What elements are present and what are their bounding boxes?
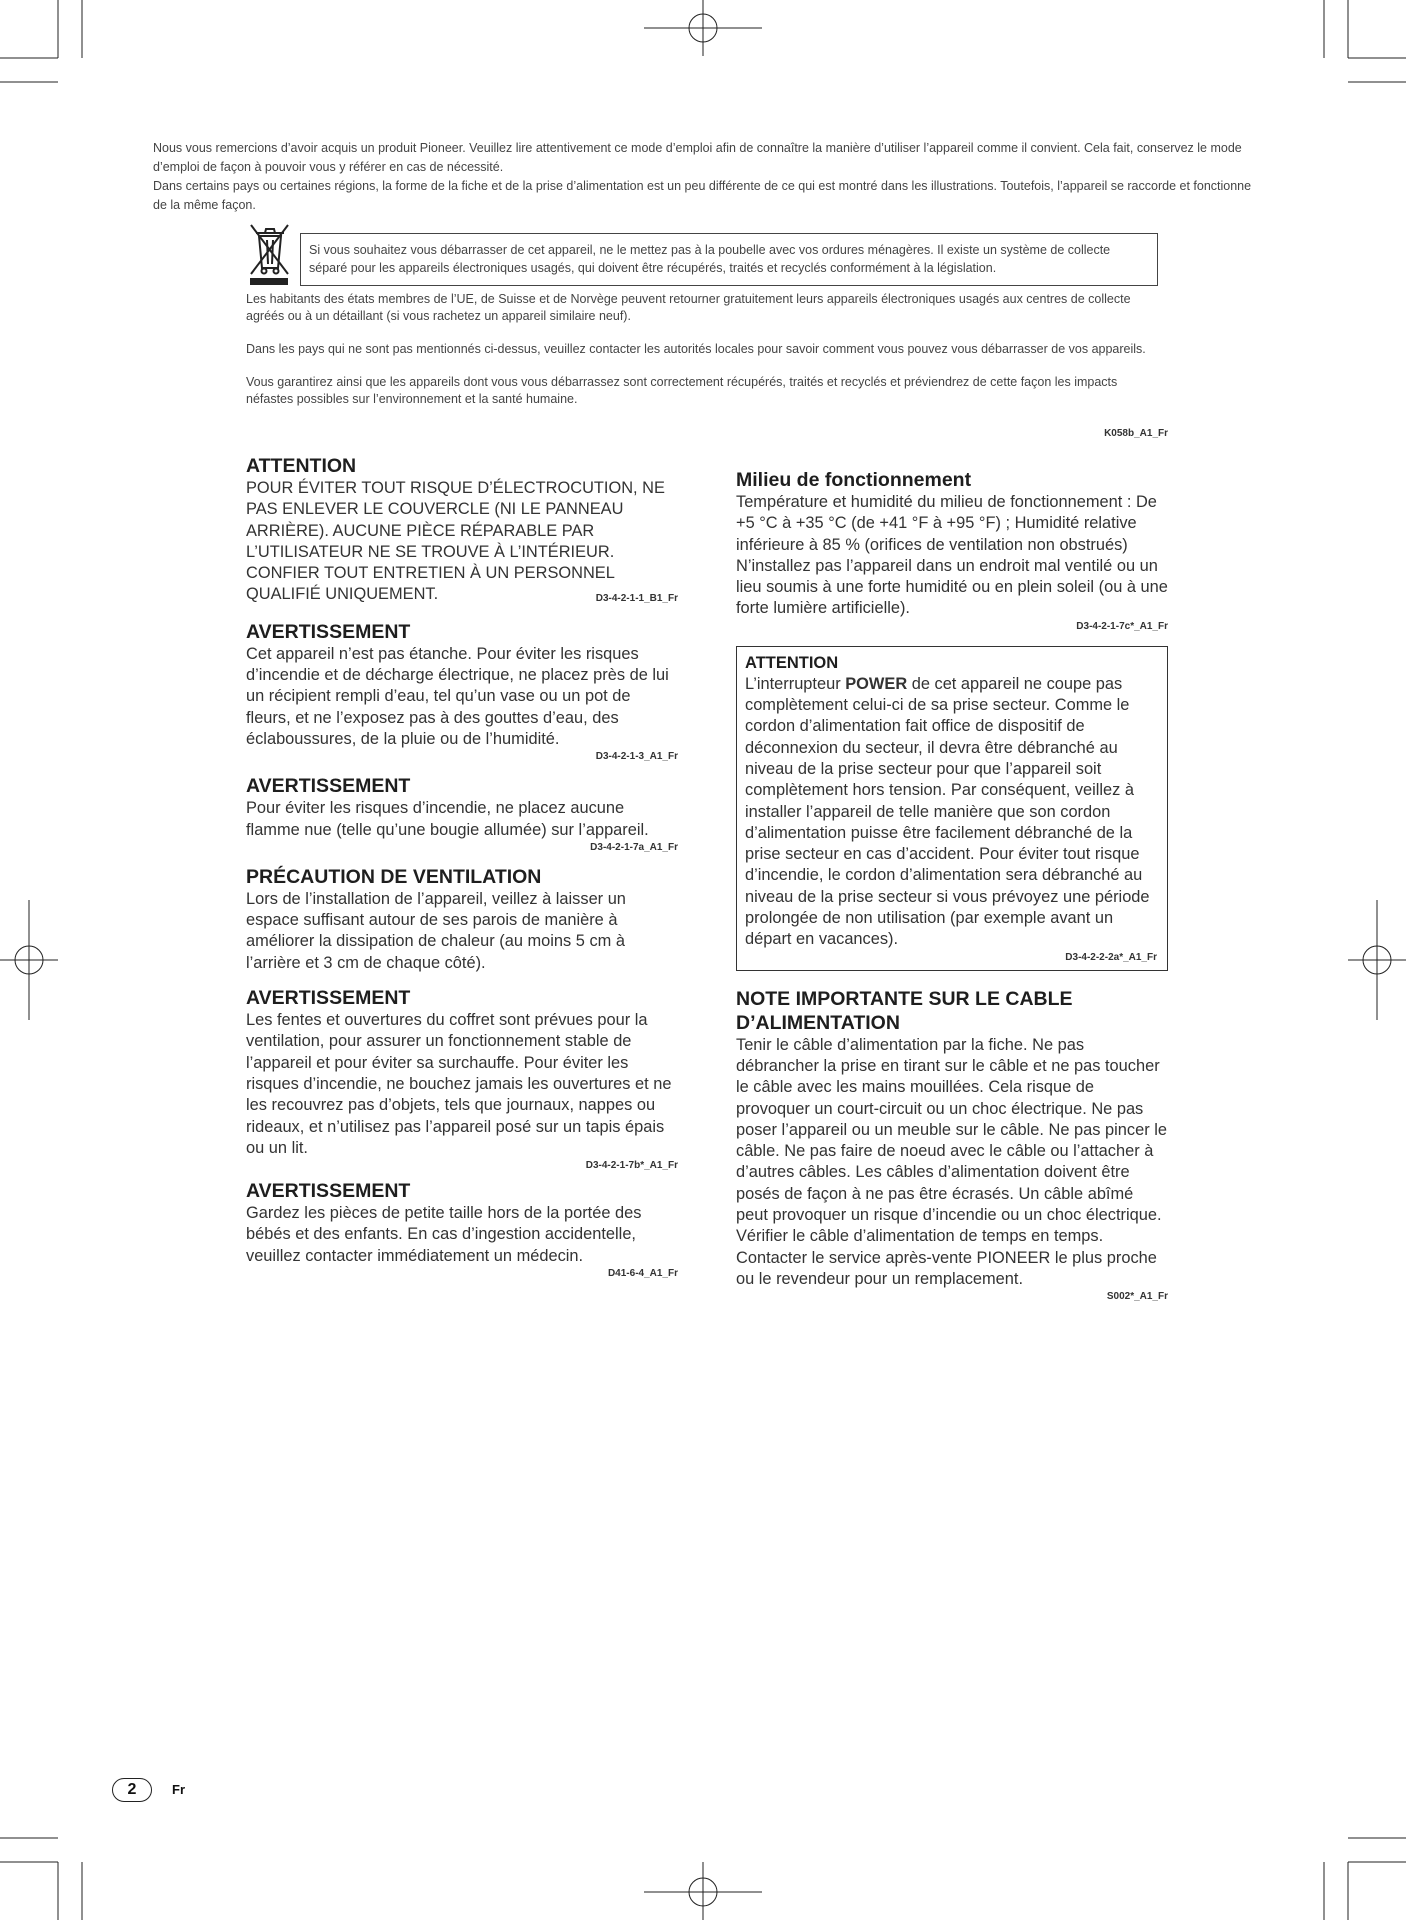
section-text: Les fentes et ouvertures du coffret sont prévues pour la ventilation, pour assurer un fonctionnement stable de l’appareil et pour éviter sa surchauffe. Pour éviter les risques d’incendie, ne bouchez jamais les ouvertures et ne les recouvrez pas d’objets, tels que journaux, nappes ou rideaux, et n’utilisez pas l’appareil posé sur un tapis épais ou un lit.	[246, 1011, 672, 1157]
reference-code: K058b_A1_Fr	[1104, 428, 1168, 439]
weee-paragraph: Les habitants des états membres de l’UE, de Suisse et de Norvège peuvent retourner gratuitement leurs appareils électroniques usagés aux centres de collecte agréés ou à un détaillant (si vous rachetez un appareil similaire neuf).	[246, 292, 1131, 323]
caution-title: ATTENTION	[745, 653, 839, 672]
weee-paragraph: Dans les pays qui ne sont pas mentionnés ci-dessus, veuillez contacter les autorités locales pour savoir comment vous pouvez vous débarrasser de vos appareils.	[246, 342, 1146, 356]
section-text: Gardez les pièces de petite taille hors de la portée des bébés et des enfants. En cas d’ingestion accidentelle, veuillez contacter immédiatement un médecin.	[246, 1204, 642, 1265]
section-title: AVERTISSEMENT	[246, 775, 411, 798]
language-code: Fr	[172, 1782, 185, 1797]
section-title: ATTENTION	[246, 455, 357, 477]
section-text: Pour éviter les risques d’incendie, ne placez aucune flamme nue (telle qu’une bougie allumée) sur l’appareil.	[246, 799, 649, 839]
section-avertissement	[246, 1179, 678, 1281]
caution-text: L’interrupteur POWER de cet appareil ne coupe pas complètement celui-ci de sa prise secteur. Comme le cordon d’alimentation fait office de dispositif de déconnexion du secteur, il devra être débranché au niveau de la prise secteur pour que l’appareil soit complètement hors tension. Par conséquent, veillez à installer l’appareil de telle manière que son cordon d’alimentation puisse être facilement débranché de la prise secteur en cas d’accident. Pour éviter tout risque d’incendie, le cordon d’alimentation sera débranché au niveau de la prise secteur si vous prévoyez une période prolongée de non utilisation (par exemple avant un départ en vacances).	[745, 674, 1150, 949]
weee-paragraphs	[246, 291, 1166, 424]
caution-power-box	[736, 646, 1168, 971]
section-title: NOTE IMPORTANTE SUR LE CABLE D’ALIMENTATION	[736, 987, 1073, 1034]
section-title: AVERTISSEMENT	[246, 987, 411, 1010]
section-avertissement	[246, 986, 678, 1173]
section-title: AVERTISSEMENT	[246, 620, 411, 643]
section-cable	[736, 987, 1168, 1305]
reference-code: D41-6-4_A1_Fr	[607, 1268, 678, 1280]
crossed-out-bin-icon	[248, 222, 290, 286]
section-text: Tenir le câble d’alimentation par la fiche. Ne pas débrancher la prise en tirant sur le câble et ne pas toucher le câble avec les mains mouillées. Cela risque de provoquer un court-circuit ou un choc électrique. Ne pas poser l’appareil ou un meuble sur le câble. Ne pas pincer le câble. Ne pas faire de noeud avec le câble ou l’attacher à d’autres câbles. Les câbles d’alimentation doivent être posés de façon à ne pas être écrasés. Un câble abîmé peut provoquer un risque d’incendie ou un choc électrique. Vérifier le câble d’alimentation de temps en temps. Contacter le service après-vente PIONEER le plus proche ou le revendeur pour un remplacement.	[736, 1035, 1167, 1288]
section-avertissement	[246, 774, 678, 855]
reference-code: S002*_A1_Fr	[1106, 1291, 1168, 1303]
section-text: POUR ÉVITER TOUT RISQUE D’ÉLECTROCUTION, NE PAS ENLEVER LE COUVERCLE (NI LE PANNEAU ARRIÈRE). AUCUNE PIÈCE RÉPARABLE PAR L’UTILISATEUR NE SE TROUVE À L’INTÉRIEUR. CONFIER TOUT ENTRETIEN À UN PERSONNEL QUALIFIÉ UNIQUEMENT.	[246, 479, 665, 604]
power-label: POWER	[845, 674, 908, 693]
reference-code: D3-4-2-1-3_A1_Fr	[595, 751, 678, 763]
intro-paragraph: Dans certains pays ou certaines régions, la forme de la fiche et de la prise d’alimentation est un peu différente de ce qui est montré dans les illustrations. Toutefois, l’appareil se raccorde et fonctionne de la même façon.	[153, 179, 1252, 212]
section-text: Lors de l’installation de l’appareil, veillez à laisser un espace suffisant autour de ses parois de manière à améliorer la dissipation de chaleur (au moins 5 cm à l’arrière et 3 cm de chaque côté).	[246, 889, 626, 972]
left-column	[246, 454, 678, 1281]
section-attention	[246, 454, 678, 606]
reference-code: D3-4-2-1-7c*_A1_Fr	[1076, 620, 1168, 632]
intro-paragraph: Nous vous remercions d’avoir acquis un produit Pioneer. Veuillez lire attentivement ce mode d’emploi afin de connaître la manière d’utiliser l’appareil comme il convient. Cela fait, conservez le mode d’emploi de façon à pouvoir vous y référer en cas de nécessité.	[153, 141, 1242, 174]
section-title: PRÉCAUTION DE VENTILATION	[246, 865, 542, 888]
intro-text	[153, 139, 1265, 215]
reference-code: D3-4-2-2-2a*_A1_Fr	[1065, 951, 1157, 963]
reference-code: D3-4-2-1-7b*_A1_Fr	[585, 1160, 678, 1172]
weee-notice-text: Si vous souhaitez vous débarrasser de cet appareil, ne le mettez pas à la poubelle avec vos ordures ménagères. Il existe un système de collecte séparé pour les appareils électroniques usagés, qui doivent être récupérés, traités et recyclés conformément à la législation.	[309, 243, 1111, 275]
weee-notice-box	[300, 233, 1158, 286]
weee-paragraph: Vous garantirez ainsi que les appareils dont vous vous débarrassez sont correctement récupérés, traités et recyclés et préviendrez de cette façon les impacts néfastes possibles sur l’environnement et la santé humaine.	[246, 375, 1118, 406]
section-ventilation	[246, 865, 678, 974]
section-title: AVERTISSEMENT	[246, 1180, 411, 1203]
section-title: Milieu de fonctionnement	[736, 469, 972, 491]
section-text: Température et humidité du milieu de fonctionnement : De +5 °C à +35 °C (de +41 °F à +95 °F) ; Humidité relative inférieure à 85 % (orifices de ventilation non obstrués) N’installez pas l’appareil dans un endroit mal ventilé ou un lieu soumis à une forte humidité ou en plein soleil (ou à une forte lumière artificielle).	[736, 493, 1168, 618]
section-avertissement	[246, 620, 678, 764]
section-text: Cet appareil n’est pas étanche. Pour éviter les risques d’incendie et de décharge électrique, ne placez près de lui un récipient rempli d’eau, tel qu’un vase ou un pot de fleurs, et ne l’exposez pas à des gouttes d’eau, des éclaboussures, de la pluie ou de l’humidité.	[246, 644, 669, 748]
page-number: 2	[112, 1778, 152, 1802]
right-column	[736, 468, 1168, 1304]
reference-code: D3-4-2-1-7a_A1_Fr	[590, 841, 678, 853]
reference-code: D3-4-2-1-1_B1_Fr	[595, 592, 678, 604]
section-milieu	[736, 468, 1168, 634]
